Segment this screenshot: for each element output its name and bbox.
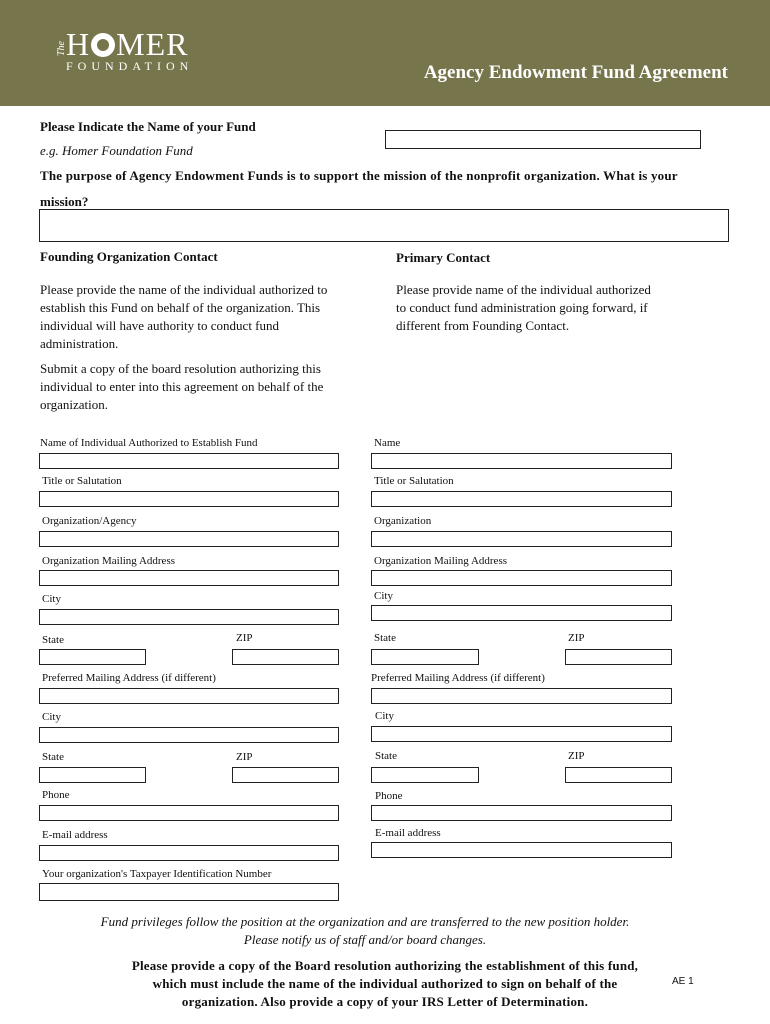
primary-zip2-label: ZIP — [568, 750, 585, 762]
primary-name-input[interactable] — [371, 453, 672, 469]
primary-zip-label: ZIP — [568, 632, 585, 644]
founding-city2-label: City — [42, 711, 61, 723]
tin-input[interactable] — [39, 883, 339, 901]
founding-title-input[interactable] — [39, 491, 339, 507]
founding-name-label: Name of Individual Authorized to Establish Fund — [40, 437, 258, 449]
fund-name-input[interactable] — [385, 130, 701, 149]
board-resolution-request-line2: which must include the name of the individual authorized to sign on behalf of the — [152, 976, 618, 991]
founding-state2-input[interactable] — [39, 767, 146, 783]
board-resolution-instructions: Submit a copy of the board resolution authorizing this individual to enter into this agreement on behalf of the organization. — [40, 361, 324, 412]
fund-name-example: e.g. Homer Foundation Fund — [40, 143, 193, 158]
founding-city2-input[interactable] — [39, 727, 339, 743]
position-transfer-note: Fund privileges follow the position at the organization and are transferred to the new position holder. — [100, 914, 630, 929]
fund-name-label: Please Indicate the Name of your Fund — [40, 119, 256, 134]
founding-phone-input[interactable] — [39, 805, 339, 821]
logo-the-text: The — [56, 41, 67, 56]
primary-name-label: Name — [374, 437, 401, 449]
founding-contact-heading: Founding Organization Contact — [40, 249, 218, 264]
mission-input[interactable] — [39, 209, 729, 242]
primary-city2-input[interactable] — [371, 726, 672, 742]
board-resolution-request-line3: organization. Also provide a copy of your IRS Letter of Determination. — [181, 994, 589, 1009]
primary-email-label: E-mail address — [375, 827, 441, 839]
founding-title-label: Title or Salutation — [42, 475, 122, 487]
founding-pref-address-label: Preferred Mailing Address (if different) — [42, 672, 216, 684]
founding-pref-address-input[interactable] — [39, 688, 339, 704]
founding-address-label: Organization Mailing Address — [42, 555, 175, 567]
primary-state-input[interactable] — [371, 649, 479, 665]
page-title: Agency Endowment Fund Agreement — [423, 62, 728, 83]
founding-email-label: E-mail address — [42, 829, 108, 841]
founding-address-input[interactable] — [39, 570, 339, 586]
primary-instructions: Please provide name of the individual authorized to conduct fund administration going forward, if different from Founding Contact. — [396, 282, 651, 333]
primary-phone-input[interactable] — [371, 805, 672, 821]
logo-homer-text: H MER — [66, 26, 189, 62]
founding-zip2-input[interactable] — [232, 767, 339, 783]
tin-label: Your organization's Taxpayer Identification Number — [42, 868, 272, 880]
founding-state2-label: State — [42, 751, 64, 763]
logo-foundation-text: FOUNDATION — [66, 59, 194, 73]
header-banner — [0, 0, 770, 106]
purpose-question-line1: The purpose of Agency Endowment Funds is to support the mission of the nonprofit organization. What is your — [40, 168, 678, 183]
primary-zip2-input[interactable] — [565, 767, 672, 783]
primary-org-input[interactable] — [371, 531, 672, 547]
primary-org-label: Organization — [374, 515, 432, 527]
primary-zip-input[interactable] — [565, 649, 672, 665]
founding-name-input[interactable] — [39, 453, 339, 469]
notify-changes-note: Please notify us of staff and/or board changes. — [243, 932, 487, 947]
primary-city-label: City — [374, 590, 393, 602]
founding-zip-label: ZIP — [236, 632, 253, 644]
founding-instructions: Please provide the name of the individual authorized to establish this Fund on behalf of the organization. This individual will have authority to conduct fund administration. — [40, 282, 328, 351]
primary-city2-label: City — [375, 710, 394, 722]
primary-phone-label: Phone — [375, 790, 403, 802]
founding-org-input[interactable] — [39, 531, 339, 547]
board-resolution-request-line1: Please provide a copy of the Board resolution authorizing the establishment of this fund, — [131, 958, 639, 973]
primary-state-label: State — [374, 632, 396, 644]
logo-o-icon — [91, 33, 115, 57]
founding-zip-input[interactable] — [232, 649, 339, 665]
founding-city-label: City — [42, 593, 61, 605]
founding-org-label: Organization/Agency — [42, 515, 137, 527]
homer-foundation-logo — [52, 26, 212, 78]
primary-city-input[interactable] — [371, 605, 672, 621]
founding-zip2-label: ZIP — [236, 751, 253, 763]
founding-email-input[interactable] — [39, 845, 339, 861]
primary-contact-heading: Primary Contact — [396, 250, 491, 265]
primary-pref-address-input[interactable] — [371, 688, 672, 704]
primary-title-label: Title or Salutation — [374, 475, 454, 487]
primary-state2-input[interactable] — [371, 767, 479, 783]
page-code: AE 1 — [672, 976, 694, 987]
primary-address-label: Organization Mailing Address — [374, 555, 507, 567]
founding-state-label: State — [42, 634, 64, 646]
primary-email-input[interactable] — [371, 842, 672, 858]
founding-phone-label: Phone — [42, 789, 70, 801]
primary-title-input[interactable] — [371, 491, 672, 507]
purpose-question-line2: mission? — [40, 194, 89, 209]
founding-state-input[interactable] — [39, 649, 146, 665]
founding-city-input[interactable] — [39, 609, 339, 625]
primary-state2-label: State — [375, 750, 397, 762]
primary-address-input[interactable] — [371, 570, 672, 586]
primary-pref-address-label: Preferred Mailing Address (if different) — [371, 672, 545, 684]
